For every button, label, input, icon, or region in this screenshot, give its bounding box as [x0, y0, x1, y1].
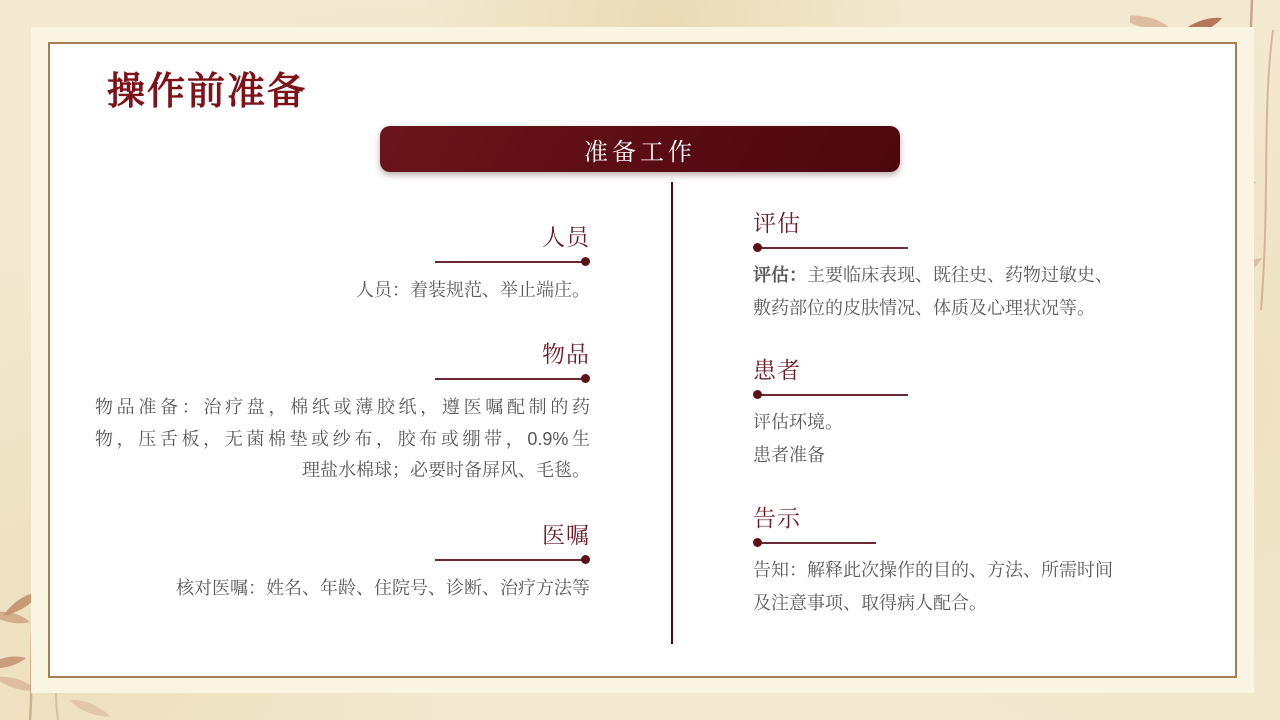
section-body: [753, 554, 1165, 620]
heading-underline: [753, 390, 1165, 400]
section-heading: 医嘱: [542, 522, 590, 548]
body-line: [753, 259, 1165, 292]
body-text: 主要临床表现、既往史、药物过敏史、: [807, 265, 1113, 285]
underline-dot: [581, 374, 590, 383]
body-line: 物品准备：治疗盘，棉纸或薄胶纸，遵医嘱配制的药: [95, 397, 590, 417]
underline-line: [758, 394, 908, 396]
section-body: [95, 392, 590, 487]
section-heading: 人员: [542, 224, 590, 250]
body-line: 人员：着装规范、举止端庄。: [356, 280, 590, 300]
underline-line: [435, 378, 585, 380]
underline-dot: [753, 538, 762, 547]
body-label: 评估：: [753, 265, 807, 285]
heading-underline: [95, 374, 590, 384]
body-line: 患者准备: [753, 445, 825, 465]
underline-dot: [753, 390, 762, 399]
section-assessment: [753, 206, 1165, 325]
section-heading: 评估: [753, 210, 801, 236]
body-line: 评估环境。: [753, 412, 843, 432]
underline-dot: [581, 257, 590, 266]
section-body: [95, 275, 590, 307]
section-heading: 告示: [753, 505, 801, 531]
banner: [380, 126, 900, 172]
section-personnel: [95, 220, 590, 307]
body-line: 物，压舌板，无菌棉垫或纱布，胶布或绷带，0.9%生: [95, 428, 590, 449]
body-line: 敷药部位的皮肤情况、体质及心理状况等。: [753, 298, 1095, 318]
section-body: [753, 406, 1165, 472]
underline-dot: [753, 243, 762, 252]
body-line: 及注意事项、取得病人配合。: [753, 593, 987, 613]
section-heading: 物品: [542, 341, 590, 367]
underline-dot: [581, 555, 590, 564]
banner-label: 准备工作: [584, 138, 696, 166]
section-heading: 患者: [753, 357, 801, 383]
underline-line: [758, 542, 876, 544]
underline-line: [435, 261, 585, 263]
section-notice: [753, 501, 1165, 620]
heading-underline: [95, 555, 590, 565]
section-doctor-orders: [95, 518, 590, 605]
column-divider: [671, 182, 673, 644]
section-body: [753, 259, 1165, 325]
heading-underline: [753, 538, 1165, 548]
body-line: 告知：解释此次操作的目的、方法、所需时间: [753, 560, 1113, 580]
page-title: 操作前准备: [107, 71, 308, 113]
body-line: 理盐水棉球；必要时备屏风、毛毯。: [302, 460, 590, 480]
heading-underline: [95, 257, 590, 267]
section-patient: [753, 353, 1165, 472]
underline-line: [435, 559, 585, 561]
underline-line: [758, 247, 908, 249]
body-line: 核对医嘱：姓名、年龄、住院号、诊断、治疗方法等: [176, 578, 590, 598]
section-body: [95, 573, 590, 605]
heading-underline: [753, 243, 1165, 253]
section-supplies: [95, 337, 590, 487]
